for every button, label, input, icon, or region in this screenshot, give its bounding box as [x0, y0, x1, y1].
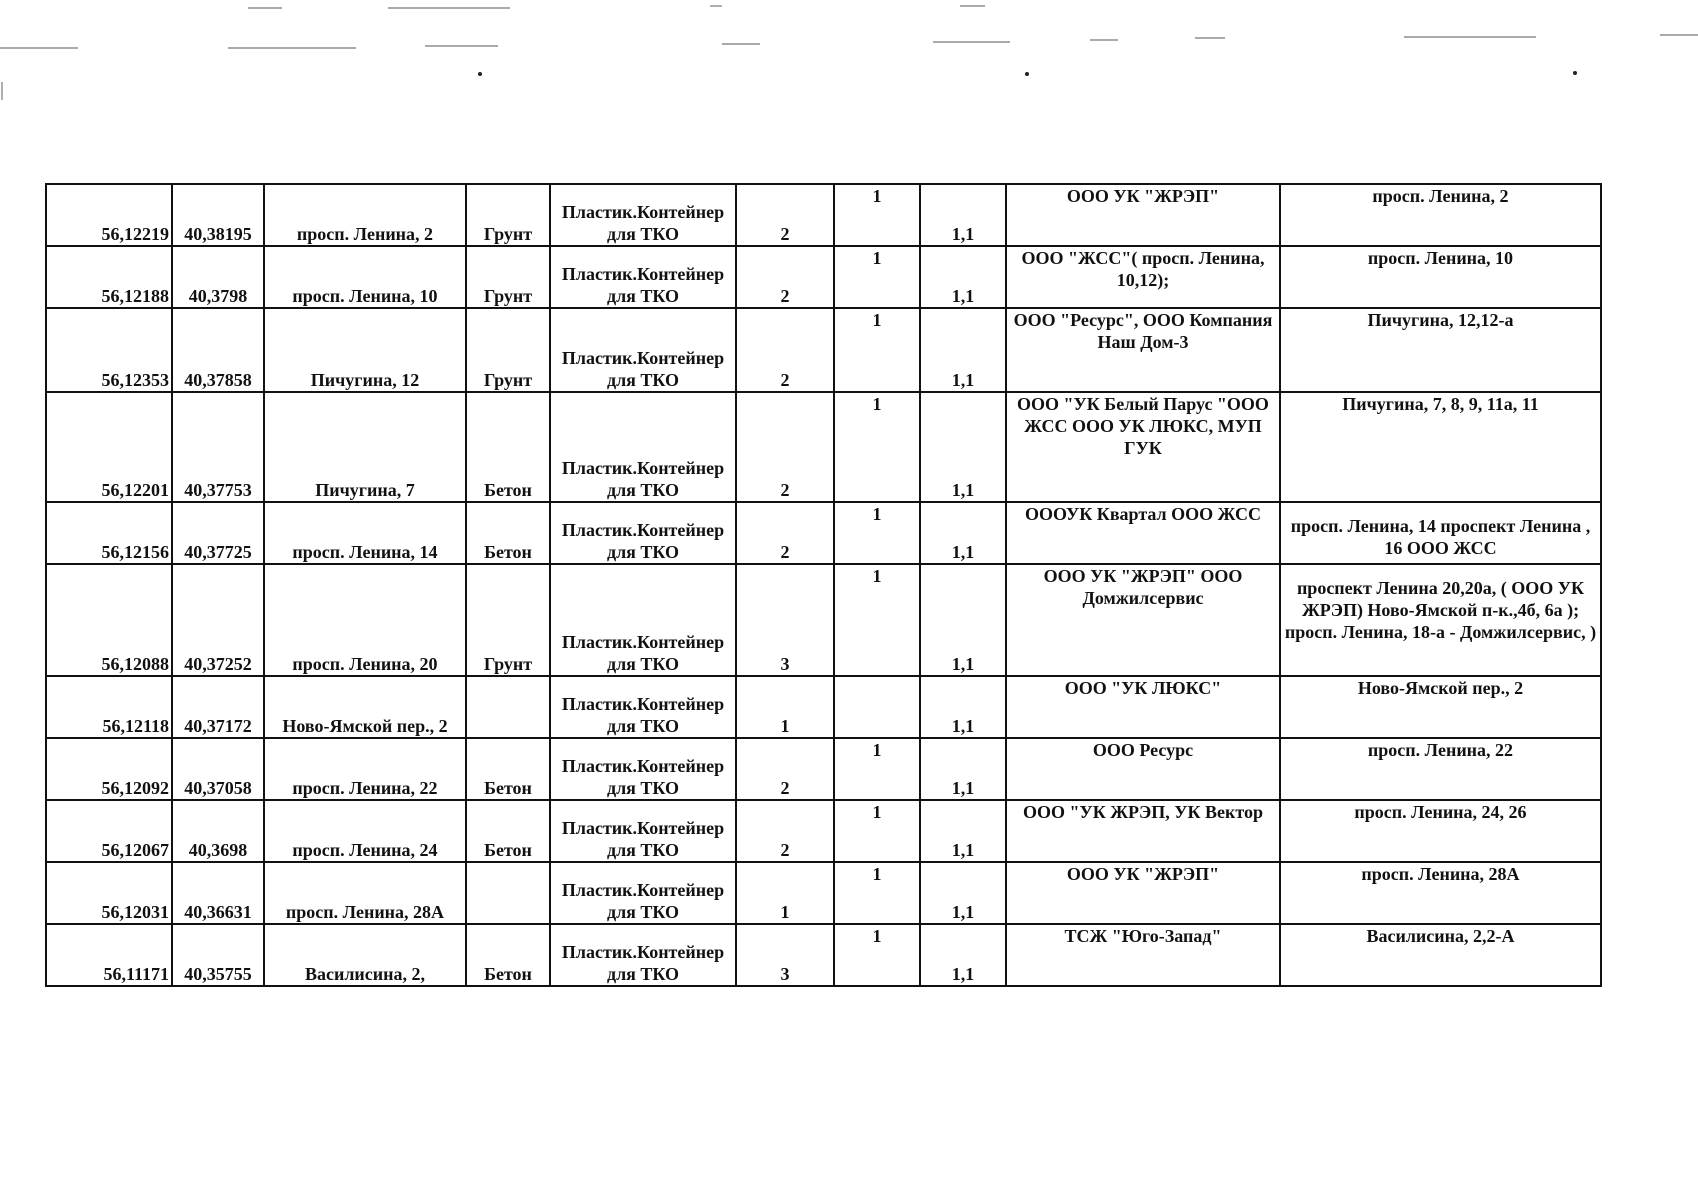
surface-type-cell: Бетон — [466, 502, 550, 564]
latitude-cell: 56,12031 — [46, 862, 172, 924]
table-row — [46, 246, 1601, 308]
served-objects-cell: просп. Ленина, 22 — [1280, 738, 1601, 800]
site-address-cell: просп. Ленина, 2 — [264, 184, 466, 246]
organization-cell: ООО Ресурс — [1006, 738, 1280, 800]
extra-count-cell: 1 — [834, 564, 920, 676]
table-row — [46, 392, 1601, 502]
container-volume-cell: 1,1 — [920, 800, 1006, 862]
table-row — [46, 738, 1601, 800]
latitude-cell: 56,12188 — [46, 246, 172, 308]
organization-cell: ООО "ЖСС"( просп. Ленина, 10,12); — [1006, 246, 1280, 308]
organization-cell: ОООУК Квартал ООО ЖСС — [1006, 502, 1280, 564]
served-objects-cell: Ново-Ямской пер., 2 — [1280, 676, 1601, 738]
surface-type-cell: Бетон — [466, 924, 550, 986]
table-row — [46, 862, 1601, 924]
served-objects-cell: просп. Ленина, 24, 26 — [1280, 800, 1601, 862]
table-row — [46, 800, 1601, 862]
containers-count-cell: 1 — [736, 862, 834, 924]
served-objects-cell: Пичугина, 12,12-а — [1280, 308, 1601, 392]
latitude-cell: 56,12088 — [46, 564, 172, 676]
container-volume-cell: 1,1 — [920, 924, 1006, 986]
organization-cell: ООО "Ресурс", ООО Компания Наш Дом-3 — [1006, 308, 1280, 392]
latitude-cell: 56,12067 — [46, 800, 172, 862]
latitude-cell: 56,12201 — [46, 392, 172, 502]
container-volume-cell: 1,1 — [920, 564, 1006, 676]
table-row — [46, 564, 1601, 676]
extra-count-cell: 1 — [834, 862, 920, 924]
container-type-cell: Пластик.Контейнер для ТКО — [550, 392, 736, 502]
extra-count-cell: 1 — [834, 924, 920, 986]
site-address-cell: просп. Ленина, 14 — [264, 502, 466, 564]
longitude-cell: 40,3698 — [172, 800, 264, 862]
organization-cell: ООО "УК Белый Парус "ООО ЖСС ООО УК ЛЮКС, МУП ГУК — [1006, 392, 1280, 502]
surface-type-cell: Бетон — [466, 800, 550, 862]
extra-count-cell: 1 — [834, 184, 920, 246]
organization-cell: ООО УК "ЖРЭП" — [1006, 862, 1280, 924]
table-row — [46, 502, 1601, 564]
containers-count-cell: 3 — [736, 564, 834, 676]
served-objects-cell: Пичугина, 7, 8, 9, 11а, 11 — [1280, 392, 1601, 502]
extra-count-cell: 1 — [834, 392, 920, 502]
surface-type-cell: Бетон — [466, 738, 550, 800]
container-type-cell: Пластик.Контейнер для ТКО — [550, 308, 736, 392]
served-objects-cell: проспект Ленина 20,20а, ( ООО УК ЖРЭП) Ново-Ямской п-к.,4б, 6а ); просп. Ленина, 18-а - Домжилсервис, ) — [1280, 564, 1601, 676]
longitude-cell: 40,3798 — [172, 246, 264, 308]
table-row — [46, 308, 1601, 392]
container-volume-cell: 1,1 — [920, 392, 1006, 502]
table-row — [46, 676, 1601, 738]
surface-type-cell — [466, 676, 550, 738]
surface-type-cell: Грунт — [466, 564, 550, 676]
latitude-cell: 56,12092 — [46, 738, 172, 800]
longitude-cell: 40,37252 — [172, 564, 264, 676]
site-address-cell: Ново-Ямской пер., 2 — [264, 676, 466, 738]
container-volume-cell: 1,1 — [920, 738, 1006, 800]
longitude-cell: 40,37058 — [172, 738, 264, 800]
container-type-cell: Пластик.Контейнер для ТКО — [550, 676, 736, 738]
surface-type-cell: Грунт — [466, 308, 550, 392]
served-objects-cell: просп. Ленина, 2 — [1280, 184, 1601, 246]
extra-count-cell — [834, 676, 920, 738]
container-type-cell: Пластик.Контейнер для ТКО — [550, 502, 736, 564]
container-volume-cell: 1,1 — [920, 246, 1006, 308]
container-volume-cell: 1,1 — [920, 308, 1006, 392]
container-type-cell: Пластик.Контейнер для ТКО — [550, 564, 736, 676]
latitude-cell: 56,12353 — [46, 308, 172, 392]
extra-count-cell: 1 — [834, 800, 920, 862]
extra-count-cell: 1 — [834, 246, 920, 308]
containers-count-cell: 2 — [736, 502, 834, 564]
site-address-cell: просп. Ленина, 22 — [264, 738, 466, 800]
containers-count-cell: 2 — [736, 392, 834, 502]
organization-cell: ООО "УК ЛЮКС" — [1006, 676, 1280, 738]
container-volume-cell: 1,1 — [920, 502, 1006, 564]
longitude-cell: 40,37725 — [172, 502, 264, 564]
longitude-cell: 40,38195 — [172, 184, 264, 246]
surface-type-cell: Грунт — [466, 246, 550, 308]
table-row — [46, 924, 1601, 986]
organization-cell: ООО УК "ЖРЭП" — [1006, 184, 1280, 246]
container-type-cell: Пластик.Контейнер для ТКО — [550, 246, 736, 308]
scan-header-marks — [0, 0, 1698, 110]
site-address-cell: Василисина, 2, — [264, 924, 466, 986]
served-objects-cell: просп. Ленина, 14 проспект Ленина , 16 ООО ЖСС — [1280, 502, 1601, 564]
site-address-cell: просп. Ленина, 20 — [264, 564, 466, 676]
containers-count-cell: 1 — [736, 676, 834, 738]
surface-type-cell: Бетон — [466, 392, 550, 502]
containers-count-cell: 2 — [736, 184, 834, 246]
latitude-cell: 56,12219 — [46, 184, 172, 246]
containers-count-cell: 3 — [736, 924, 834, 986]
site-address-cell: Пичугина, 7 — [264, 392, 466, 502]
surface-type-cell — [466, 862, 550, 924]
latitude-cell: 56,11171 — [46, 924, 172, 986]
served-objects-cell: Василисина, 2,2-А — [1280, 924, 1601, 986]
organization-cell: ТСЖ "Юго-Запад" — [1006, 924, 1280, 986]
container-type-cell: Пластик.Контейнер для ТКО — [550, 738, 736, 800]
latitude-cell: 56,12156 — [46, 502, 172, 564]
site-address-cell: просп. Ленина, 24 — [264, 800, 466, 862]
longitude-cell: 40,37858 — [172, 308, 264, 392]
latitude-cell: 56,12118 — [46, 676, 172, 738]
longitude-cell: 40,36631 — [172, 862, 264, 924]
longitude-cell: 40,35755 — [172, 924, 264, 986]
container-type-cell: Пластик.Контейнер для ТКО — [550, 800, 736, 862]
organization-cell: ООО УК "ЖРЭП" ООО Домжилсервис — [1006, 564, 1280, 676]
surface-type-cell: Грунт — [466, 184, 550, 246]
extra-count-cell: 1 — [834, 738, 920, 800]
container-type-cell: Пластик.Контейнер для ТКО — [550, 184, 736, 246]
site-address-cell: просп. Ленина, 28А — [264, 862, 466, 924]
container-volume-cell: 1,1 — [920, 676, 1006, 738]
extra-count-cell: 1 — [834, 308, 920, 392]
site-address-cell: Пичугина, 12 — [264, 308, 466, 392]
waste-container-sites-table — [45, 183, 1602, 987]
longitude-cell: 40,37753 — [172, 392, 264, 502]
container-type-cell: Пластик.Контейнер для ТКО — [550, 924, 736, 986]
table-row — [46, 184, 1601, 246]
served-objects-cell: просп. Ленина, 10 — [1280, 246, 1601, 308]
served-objects-cell: просп. Ленина, 28А — [1280, 862, 1601, 924]
site-address-cell: просп. Ленина, 10 — [264, 246, 466, 308]
extra-count-cell: 1 — [834, 502, 920, 564]
containers-count-cell: 2 — [736, 246, 834, 308]
container-volume-cell: 1,1 — [920, 184, 1006, 246]
containers-count-cell: 2 — [736, 308, 834, 392]
containers-count-cell: 2 — [736, 800, 834, 862]
longitude-cell: 40,37172 — [172, 676, 264, 738]
organization-cell: ООО "УК ЖРЭП, УК Вектор — [1006, 800, 1280, 862]
container-type-cell: Пластик.Контейнер для ТКО — [550, 862, 736, 924]
container-volume-cell: 1,1 — [920, 862, 1006, 924]
containers-count-cell: 2 — [736, 738, 834, 800]
